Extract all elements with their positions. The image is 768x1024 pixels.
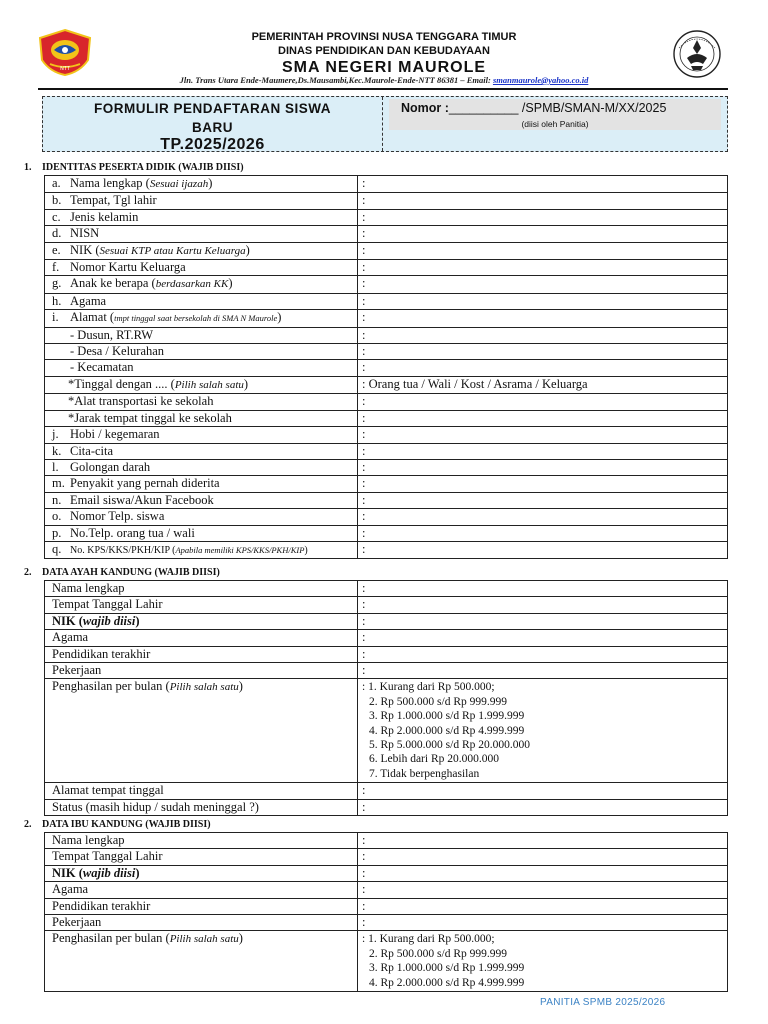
section-number: 2. <box>24 567 32 578</box>
education-label <box>45 898 358 914</box>
colon: : <box>362 509 366 524</box>
income-options[interactable] <box>358 931 728 992</box>
income-option[interactable] <box>362 976 727 990</box>
income-label <box>45 679 358 783</box>
sub-label: *Tinggal dengan .... ( <box>68 376 175 391</box>
row-letter: g. <box>52 276 62 291</box>
row-letter: e. <box>52 242 61 257</box>
title-line-2: BARU <box>192 120 233 135</box>
mother-data-table <box>44 832 728 992</box>
label-text: Status (masih hidup / sudah meninggal ?) <box>52 799 259 814</box>
address-label <box>45 783 358 799</box>
field-value[interactable] <box>358 597 728 613</box>
field-value[interactable] <box>358 476 728 492</box>
colon: : <box>362 898 366 913</box>
field-value[interactable] <box>358 459 728 475</box>
colon: : <box>362 492 366 507</box>
label-note: wajib diisi <box>82 613 136 628</box>
field-value[interactable] <box>358 226 728 242</box>
letterhead <box>0 0 768 90</box>
field-value[interactable] <box>358 630 728 646</box>
label-text: Pekerjaan <box>52 915 102 930</box>
label-text: Alamat tempat tinggal <box>52 783 164 798</box>
label-text: Nomor Kartu Keluarga <box>70 260 186 275</box>
field-label <box>45 492 358 508</box>
section-number: 2. <box>24 819 32 830</box>
field-label <box>45 541 358 558</box>
school-address <box>0 75 768 85</box>
field-value[interactable] <box>358 176 728 193</box>
colon: : <box>362 799 366 814</box>
table-row <box>45 394 728 410</box>
row-letter: q. <box>52 541 62 556</box>
field-value[interactable] <box>358 310 728 327</box>
label-text: Penyakit yang pernah diderita <box>70 476 220 491</box>
colon: : <box>362 410 366 425</box>
income-option[interactable] <box>362 752 727 766</box>
label-note: Sesuai KTP atau Kartu Keluarga <box>99 244 246 257</box>
field-value[interactable] <box>358 882 728 898</box>
table-row <box>45 376 728 393</box>
field-label <box>45 410 358 426</box>
row-letter: j. <box>52 427 59 442</box>
row-letter: m. <box>52 476 65 491</box>
income-option[interactable] <box>362 724 727 738</box>
row-letter: p. <box>52 525 62 540</box>
label-tail: ) <box>135 865 140 880</box>
field-value[interactable] <box>358 394 728 410</box>
label-text: Nama lengkap <box>52 581 125 595</box>
income-option-text: 2. Rp 500.000 s/d Rp 999.999 <box>369 695 508 708</box>
label-text: Tempat, Tgl lahir <box>70 193 157 208</box>
field-label <box>45 394 358 410</box>
table-row <box>45 915 728 931</box>
field-value[interactable] <box>358 849 728 865</box>
income-option[interactable] <box>362 932 727 946</box>
income-option[interactable] <box>362 695 727 709</box>
label-tail: ) <box>304 544 308 556</box>
colon: : <box>362 226 366 241</box>
label-text: NISN <box>70 226 100 241</box>
field-value[interactable] <box>358 581 728 597</box>
field-label <box>45 476 358 492</box>
row-letter: l. <box>52 459 59 474</box>
label-text: Cita-cita <box>70 443 114 458</box>
table-row <box>45 176 728 193</box>
income-option-text: 7. Tidak berpenghasilan <box>369 767 480 780</box>
label-text: Agama <box>52 630 89 645</box>
field-label <box>45 209 358 225</box>
row-letter: k. <box>52 443 62 458</box>
colon: : <box>362 427 366 442</box>
field-value[interactable] <box>358 898 728 914</box>
label-text: Nama lengkap <box>52 833 125 847</box>
father-data-table <box>44 580 728 816</box>
income-option[interactable] <box>362 961 727 975</box>
colon: : <box>362 833 366 847</box>
colon: : <box>362 630 366 645</box>
colon: : <box>362 915 366 930</box>
table-row <box>45 476 728 492</box>
colon: : <box>362 783 366 798</box>
colon: : <box>362 327 366 342</box>
colon: : <box>362 209 366 224</box>
table-row <box>45 193 728 209</box>
table-row <box>45 783 728 799</box>
colon: : <box>362 293 366 308</box>
field-value[interactable] <box>358 646 728 662</box>
table-row <box>45 646 728 662</box>
field-value[interactable] <box>358 783 728 799</box>
colon: : <box>362 376 366 391</box>
name-label <box>45 833 358 849</box>
label-text: Alamat ( <box>70 310 115 325</box>
income-options[interactable] <box>358 679 728 783</box>
field-value[interactable] <box>358 865 728 881</box>
form-title <box>43 97 383 151</box>
nomor-note: (diisi oleh Panitia) <box>521 119 589 129</box>
table-row <box>45 360 728 376</box>
row-letter: i. <box>52 310 59 325</box>
nik-label <box>45 865 358 881</box>
income-label <box>45 931 358 992</box>
birth-label <box>45 849 358 865</box>
sub-label: - Desa / Kelurahan <box>70 344 165 359</box>
field-value[interactable] <box>358 663 728 679</box>
section-number: 1. <box>24 162 32 173</box>
field-label <box>45 509 358 525</box>
table-row <box>45 260 728 276</box>
label-text: Email siswa/Akun Facebook <box>70 492 214 507</box>
field-value[interactable] <box>358 833 728 849</box>
label-text: Golongan darah <box>70 459 151 474</box>
field-value[interactable] <box>358 276 728 293</box>
field-value[interactable] <box>358 799 728 815</box>
field-option-text: Orang tua / Wali / Kost / Asrama / Keluarga <box>368 376 588 391</box>
colon: : <box>362 443 366 458</box>
field-label <box>45 427 358 443</box>
income-option-text: 2. Rp 500.000 s/d Rp 999.999 <box>369 947 508 960</box>
label-tail: ) <box>135 613 140 628</box>
field-label <box>45 293 358 309</box>
field-value[interactable] <box>358 344 728 360</box>
label-text: NIK ( <box>52 613 83 628</box>
registration-number-box <box>389 99 721 130</box>
income-option-text: 4. Rp 2.000.000 s/d Rp 4.999.999 <box>369 724 525 737</box>
row-letter: a. <box>52 176 61 190</box>
field-value[interactable] <box>358 525 728 541</box>
row-letter: h. <box>52 293 62 308</box>
field-label <box>45 176 358 193</box>
religion-label <box>45 630 358 646</box>
table-row <box>45 799 728 815</box>
header-divider <box>38 88 728 90</box>
row-letter: o. <box>52 509 62 524</box>
colon: : <box>362 646 366 661</box>
table-row <box>45 931 728 992</box>
income-option[interactable] <box>362 680 727 694</box>
label-note: berdasarkan KK <box>155 278 229 291</box>
field-value[interactable] <box>358 613 728 629</box>
school-year: TP.2025/2026 <box>160 136 265 153</box>
label-note: Pilih salah satu <box>169 681 239 694</box>
name-label <box>45 581 358 597</box>
sub-label: - Kecamatan <box>70 360 134 375</box>
table-row <box>45 541 728 558</box>
label-text: NIK ( <box>70 242 100 257</box>
field-label <box>45 376 358 393</box>
table-row <box>45 310 728 327</box>
label-text: Anak ke berapa ( <box>70 276 156 291</box>
income-option[interactable] <box>362 947 727 961</box>
field-label <box>45 459 358 475</box>
income-option-text: 3. Rp 1.000.000 s/d Rp 1.999.999 <box>369 710 525 723</box>
table-row <box>45 443 728 459</box>
table-row <box>45 833 728 849</box>
label-tail: ) <box>238 679 243 694</box>
label-note: Sesuai ijazah <box>149 178 209 190</box>
field-value[interactable] <box>358 915 728 931</box>
field-value[interactable] <box>358 492 728 508</box>
birth-label <box>45 597 358 613</box>
education-label <box>45 646 358 662</box>
field-label <box>45 226 358 242</box>
label-text: Pekerjaan <box>52 663 102 678</box>
status-label <box>45 799 358 815</box>
income-option-text: 1. Kurang dari Rp 500.000; <box>368 681 495 694</box>
label-text: No.Telp. orang tua / wali <box>70 525 195 540</box>
nomor-label: Nomor : <box>401 101 449 115</box>
field-value[interactable] <box>358 209 728 225</box>
income-option[interactable] <box>362 767 727 781</box>
religion-label <box>45 882 358 898</box>
label-text: Nomor Telp. siswa <box>70 509 165 524</box>
field-value[interactable] <box>358 242 728 259</box>
section-heading: IDENTITAS PESERTA DIDIK (WAJIB DIISI) <box>42 162 244 173</box>
field-value[interactable] <box>358 541 728 558</box>
colon: : <box>362 193 366 208</box>
label-tail: ) <box>228 276 233 291</box>
label-note: tmpt tinggal saat bersekolah di SMA N Maurole <box>114 313 278 324</box>
income-option[interactable] <box>362 709 727 723</box>
table-row <box>45 226 728 242</box>
table-row <box>45 410 728 426</box>
label-note: Pilih salah satu <box>174 378 244 391</box>
section-heading: DATA AYAH KANDUNG (WAJIB DIISI) <box>42 567 220 578</box>
table-row <box>45 509 728 525</box>
label-text: Nama lengkap ( <box>70 176 150 190</box>
table-row <box>45 327 728 343</box>
colon: : <box>362 681 366 694</box>
label-text: Pendidikan terakhir <box>52 898 151 913</box>
table-row <box>45 293 728 309</box>
table-row <box>45 630 728 646</box>
field-label <box>45 260 358 276</box>
section-2-title <box>24 567 220 578</box>
label-tail: ) <box>238 931 243 946</box>
income-option-text: 4. Rp 2.000.000 s/d Rp 4.999.999 <box>369 976 525 989</box>
sub-label: - Dusun, RT.RW <box>70 327 154 342</box>
label-text: Tempat Tanggal Lahir <box>52 849 163 864</box>
field-label <box>45 525 358 541</box>
school-name: SMA NEGERI MAUROLE <box>281 59 487 76</box>
field-label <box>45 360 358 376</box>
field-label <box>45 310 358 327</box>
department-name: DINAS PENDIDIKAN DAN KEBUDAYAAN <box>278 45 490 57</box>
colon: : <box>362 344 366 359</box>
field-value[interactable] <box>358 509 728 525</box>
label-text: NIK ( <box>52 865 83 880</box>
government-name: PEMERINTAH PROVINSI NUSA TENGGARA TIMUR <box>251 31 517 43</box>
colon: : <box>362 476 366 491</box>
table-row <box>45 613 728 629</box>
table-row <box>45 276 728 293</box>
label-text: Jenis kelamin <box>70 209 139 224</box>
field-value[interactable] <box>358 443 728 459</box>
nomor-blank[interactable]: __________ <box>448 101 519 115</box>
field-value[interactable] <box>358 427 728 443</box>
colon: : <box>362 260 366 275</box>
colon: : <box>362 360 366 375</box>
label-note: Apabila memiliki KPS/KKS/PKH/KIP <box>175 544 305 555</box>
label-tail: ) <box>208 176 213 190</box>
row-letter: f. <box>52 260 60 275</box>
label-text: Agama <box>52 882 89 897</box>
section-1-title <box>24 162 244 173</box>
income-option-text: 6. Lebih dari Rp 20.000.000 <box>369 753 499 766</box>
footer-committee: PANITIA SPMB 2025/2026 <box>540 997 666 1008</box>
occupation-label <box>45 915 358 931</box>
field-value[interactable] <box>358 293 728 309</box>
table-row <box>45 882 728 898</box>
email-link[interactable]: smanmaurole@yahoo.co.id <box>492 75 589 85</box>
colon: : <box>362 242 366 257</box>
table-row <box>45 898 728 914</box>
colon: : <box>362 176 366 190</box>
colon: : <box>362 933 366 946</box>
colon: : <box>362 525 366 540</box>
sub-label: *Jarak tempat tinggal ke sekolah <box>68 410 232 425</box>
field-label <box>45 443 358 459</box>
table-row <box>45 597 728 613</box>
colon: : <box>362 310 366 325</box>
field-value[interactable] <box>358 360 728 376</box>
income-option[interactable] <box>362 738 727 752</box>
colon: : <box>362 865 366 880</box>
income-option-text: 5. Rp 5.000.000 s/d Rp 20.000.000 <box>369 739 531 752</box>
table-row <box>45 581 728 597</box>
colon: : <box>362 597 366 612</box>
colon: : <box>362 541 366 556</box>
table-row <box>45 427 728 443</box>
form-title-box <box>42 96 728 152</box>
label-text: Agama <box>70 293 107 308</box>
colon: : <box>362 882 366 897</box>
table-row <box>45 344 728 360</box>
label-text: Pendidikan terakhir <box>52 646 151 661</box>
nik-label <box>45 613 358 629</box>
field-value[interactable] <box>358 260 728 276</box>
field-label <box>45 242 358 259</box>
field-value[interactable] <box>358 376 728 393</box>
label-text: Tempat Tanggal Lahir <box>52 597 163 612</box>
table-row <box>45 865 728 881</box>
label-note: wajib diisi <box>82 865 136 880</box>
label-text: Penghasilan per bulan ( <box>52 931 170 946</box>
income-option-text: 3. Rp 1.000.000 s/d Rp 1.999.999 <box>369 962 525 975</box>
address-text: Jln. Trans Utara Ende-Maumere,Ds.Mausambi,Kec.Maurole-Ende-NTT 86381 – Email: <box>179 75 493 85</box>
field-value[interactable] <box>358 327 728 343</box>
label-tail: ) <box>277 310 282 325</box>
label-tail: ) <box>243 376 249 391</box>
occupation-label <box>45 663 358 679</box>
table-row <box>45 525 728 541</box>
row-letter: c. <box>52 209 61 224</box>
row-letter: d. <box>52 226 62 241</box>
label-text: Hobi / kegemaran <box>70 427 160 442</box>
row-letter: n. <box>52 492 62 507</box>
income-option-text: 1. Kurang dari Rp 500.000; <box>368 933 495 946</box>
sub-label: *Alat transportasi ke sekolah <box>68 394 214 409</box>
colon: : <box>362 663 366 678</box>
nomor-suffix: /SPMB/SMAN-M/XX/2025 <box>518 101 667 115</box>
colon: : <box>362 849 366 864</box>
field-value[interactable] <box>358 193 728 209</box>
table-row <box>45 459 728 475</box>
student-identity-table <box>44 175 728 559</box>
table-row <box>45 209 728 225</box>
registration-number <box>401 101 666 115</box>
table-row <box>45 679 728 783</box>
table-row <box>45 663 728 679</box>
section-3-title <box>24 819 211 830</box>
colon: : <box>362 394 366 409</box>
colon: : <box>362 459 366 474</box>
table-row <box>45 492 728 508</box>
table-row <box>45 242 728 259</box>
colon: : <box>362 276 366 291</box>
label-text: Penghasilan per bulan ( <box>52 679 170 694</box>
field-label <box>45 276 358 293</box>
label-text: No. KPS/KKS/PKH/KIP ( <box>70 544 176 556</box>
colon: : <box>362 581 366 595</box>
field-label <box>45 344 358 360</box>
table-row <box>45 849 728 865</box>
label-tail: ) <box>245 242 250 257</box>
field-label <box>45 193 358 209</box>
svg-text:NTT: NTT <box>60 66 70 72</box>
label-note: Pilih salah satu <box>169 933 239 946</box>
title-line-1: FORMULIR PENDAFTARAN SISWA <box>94 101 331 116</box>
row-letter: b. <box>52 193 62 208</box>
section-heading: DATA IBU KANDUNG (WAJIB DIISI) <box>42 819 211 830</box>
field-label <box>45 327 358 343</box>
field-value[interactable] <box>358 410 728 426</box>
colon: : <box>362 613 366 628</box>
